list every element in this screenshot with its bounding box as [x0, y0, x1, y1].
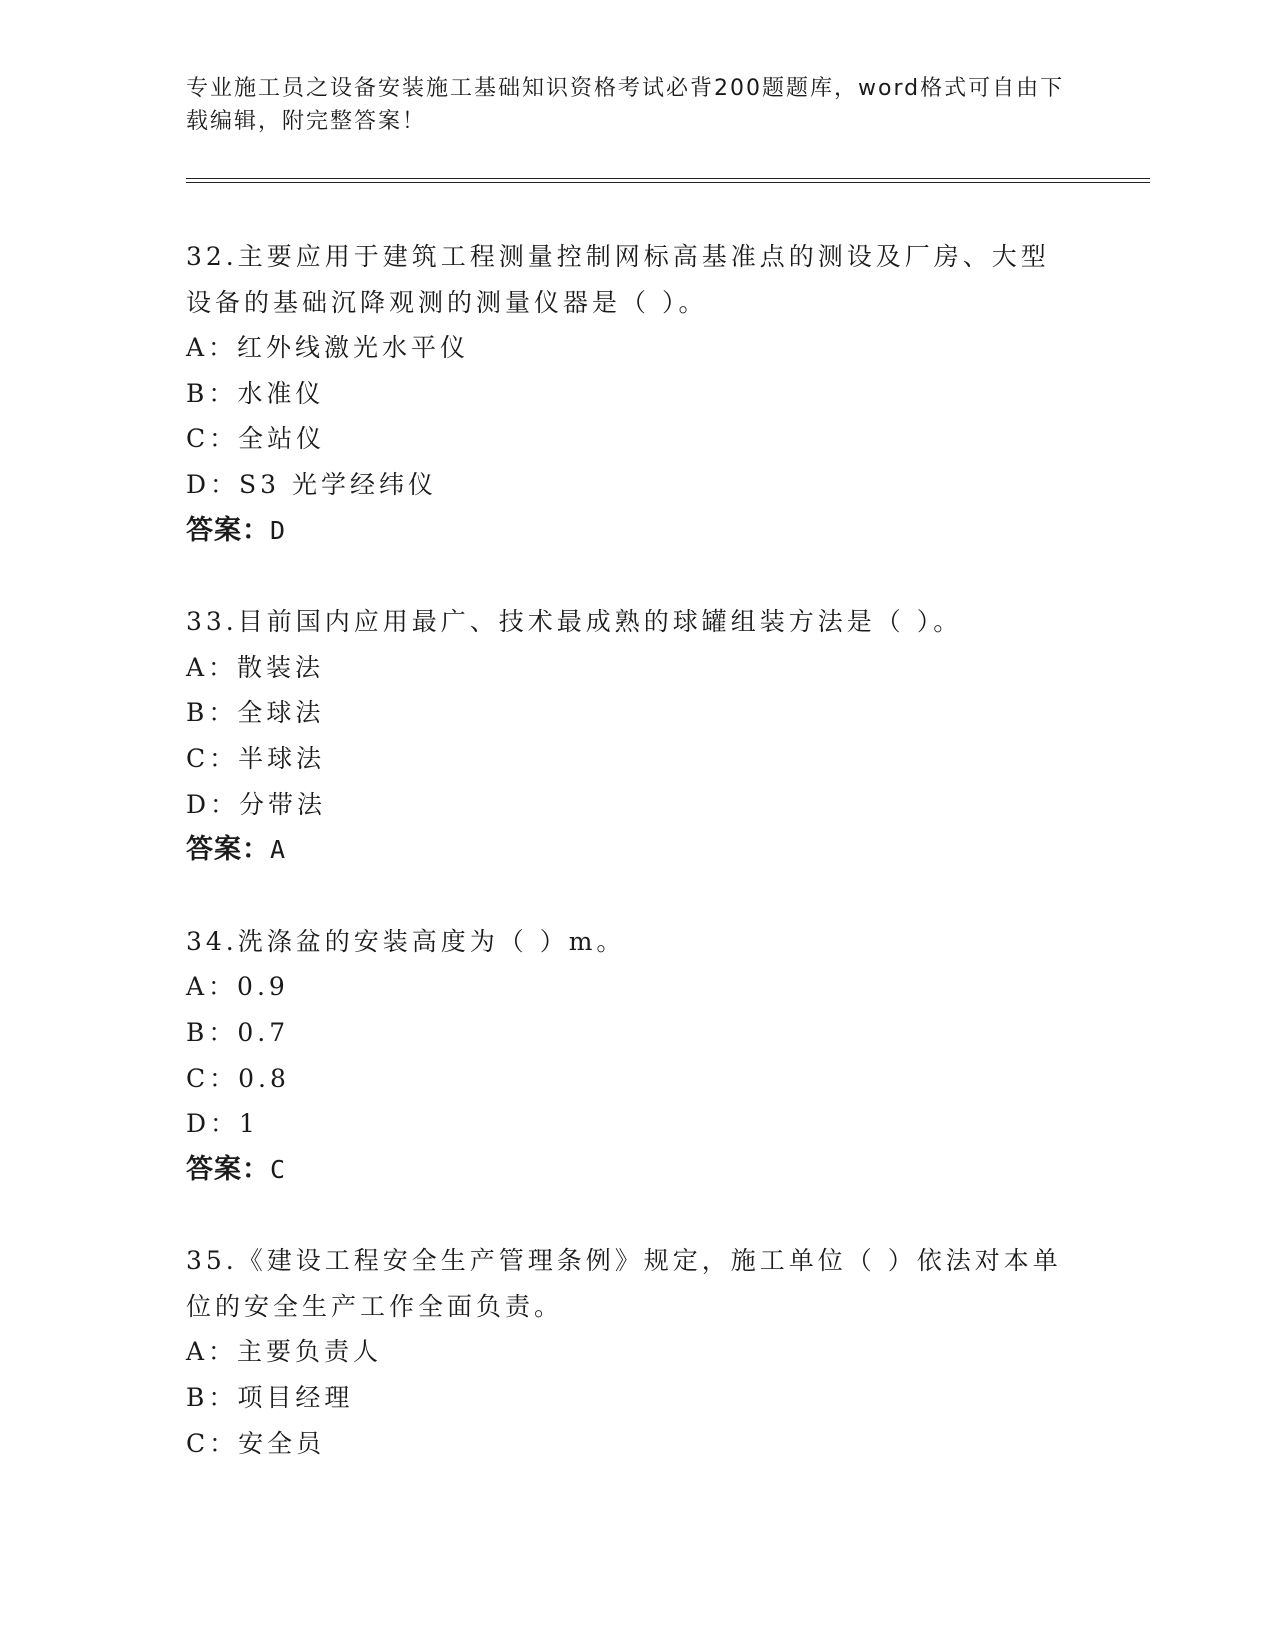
question-option: B：水准仪 — [186, 378, 325, 408]
question-option: A：主要负责人 — [186, 1337, 383, 1367]
answer-value: D — [270, 515, 287, 545]
answer-line — [186, 1147, 1086, 1193]
question-block — [186, 1238, 1086, 1466]
answer-label: 答案： — [186, 514, 270, 546]
question-stem: 34.洗涤盆的安装高度为（ ）m。 — [186, 926, 626, 956]
question-option: A：散装法 — [186, 652, 325, 682]
question-option: A：红外线激光水平仪 — [186, 333, 470, 363]
question-stem: 35.《建设工程安全生产管理条例》规定，施工单位（ ）依法对本单位的安全生产工作全面负责。 — [186, 1246, 1062, 1321]
question-option: C：全站仪 — [186, 424, 326, 454]
answer-label: 答案： — [186, 834, 270, 866]
question-option: C：安全员 — [186, 1428, 326, 1458]
question-block — [186, 599, 1086, 873]
answer-value: A — [270, 835, 287, 865]
question-option: D：分带法 — [186, 789, 327, 819]
question-list — [186, 234, 1086, 1512]
question-option: B：0.7 — [186, 1017, 290, 1047]
question-option: A：0.9 — [186, 972, 289, 1002]
answer-label: 答案： — [186, 1153, 270, 1185]
question-stem: 32.主要应用于建筑工程测量控制网标高基准点的测设及厂房、大型设备的基础沉降观测的测量仪器是（ ）。 — [186, 242, 1050, 317]
question-option: C：0.8 — [186, 1063, 290, 1093]
header-divider — [186, 178, 1150, 183]
question-stem: 33.目前国内应用最广、技术最成熟的球罐组装方法是（ ）。 — [186, 607, 963, 637]
answer-line — [186, 827, 1086, 873]
question-option: B：全球法 — [186, 698, 325, 728]
answer-line — [186, 508, 1086, 554]
question-option: D：S3 光学经纬仪 — [186, 469, 438, 499]
question-block — [186, 234, 1086, 553]
answer-value: C — [270, 1154, 287, 1184]
document-header: 专业施工员之设备安装施工基础知识资格考试必背200题题库，word格式可自由下载编辑，附完整答案！ — [186, 76, 1065, 134]
question-block — [186, 919, 1086, 1193]
question-option: D：1 — [186, 1109, 259, 1139]
question-option: B：项目经理 — [186, 1383, 354, 1413]
question-option: C：半球法 — [186, 743, 326, 773]
